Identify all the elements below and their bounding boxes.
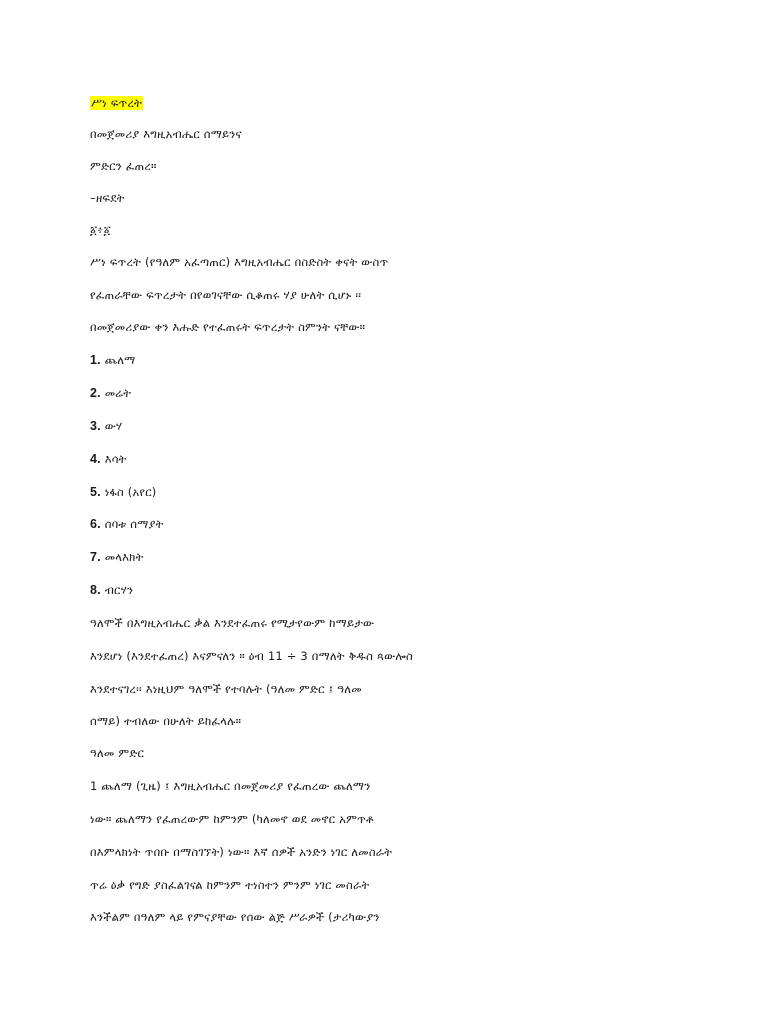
list-text: ውሃ: [104, 419, 123, 433]
paragraph-line: ምድርን ፈጠረ።: [90, 159, 157, 173]
list-number: 5.: [90, 485, 101, 499]
list-item: [90, 418, 122, 434]
list-number: 6.: [90, 517, 101, 531]
list-item: [90, 549, 144, 565]
paragraph-line: –ዘፍደት: [90, 191, 125, 205]
list-number: 3.: [90, 419, 101, 433]
body-line: ነው። ጨለማን የፈጠረውም ከምንም (ካለመኖ ወደ መኖር አምጥቶ: [90, 812, 374, 826]
body-line: 1 ጨለማ (ጊዜ) ፤ እግዚአብሔር በመጀመሪያ የፈጠረው ጨለማን: [90, 779, 371, 793]
list-number: 8.: [90, 583, 101, 597]
list-text: ጨለማ: [104, 353, 136, 367]
list-item: [90, 352, 135, 368]
list-text: እሳት: [104, 452, 127, 466]
paragraph-line: የፈጠራቸው ፍጥረታት በየወገናቸው ሲቆጠሩ ሃያ ሁለት ሲሆኑ ፡፡: [90, 288, 362, 302]
document-heading: ሥነ ፍጥረት: [91, 96, 143, 110]
heading-line: [90, 95, 143, 111]
body-line: እንደተናገረ፡፡ እነዚህም ዓለሞች የተባሉት (ዓለመ ምድር ፤ ዓለመ: [90, 682, 362, 696]
list-item: [90, 385, 131, 401]
list-item: [90, 582, 133, 598]
body-line: እንደሆነ (እንደተፈጠረ) እናምናለን ። ዕብ 11 ÷ 3 በማለት ቅዱስ ጳውሎስ: [90, 649, 413, 663]
list-item: [90, 484, 156, 500]
body-line: ጥሬ ዕቃ የግድ ያስፈልገናል ከምንም ተነስተን ምንም ነገር መስራት: [90, 878, 370, 892]
body-line: በእምላክነት ጥበቡ በማስገኘት) ነው። እኛ ሰዎች አንድን ነገር ለመስራት: [90, 845, 393, 859]
list-text: ሰባቱ ሰማያት: [104, 517, 164, 531]
list-text: መላእክት: [104, 550, 144, 564]
paragraph-line: በመጀመሪያው ቀን እሑድ የተፈጠሩት ፍጥረታት ስምንት ናቸው።: [90, 320, 366, 334]
list-number: 1.: [90, 353, 101, 367]
paragraph-line: ሥነ ፍጥረት (የዓለም አፈጣጠር) እግዚአብሔር በስድስት ቀናት ውስጥ: [90, 255, 389, 269]
list-number: 4.: [90, 452, 101, 466]
list-text: መሬት: [104, 386, 132, 400]
body-line: ዓለሞች በእግዚአብሔር ቃል እንደተፈጠሩ የሚታየውም ከማይታው: [90, 616, 375, 630]
body-line: እንችልም በዓለም ላይ የምናያቸው የሰው ልጅ ሥራዎች (ታሪካውያን: [90, 910, 380, 924]
list-number: 7.: [90, 550, 101, 564]
list-item: [90, 516, 164, 532]
paragraph-line: በመጀመሪያ እግዚአብሔር ሰማይንና: [90, 127, 242, 141]
list-item: [90, 451, 127, 467]
body-line: ሰማይ) ተብለው በሁለት ይከፈላሉ።: [90, 714, 242, 728]
paragraph-line: ፩፥፩: [90, 223, 111, 237]
section-heading: ዓለመ ምድር: [90, 746, 145, 760]
list-text: ብርሃን: [104, 583, 134, 597]
list-text: ነፋስ (አየር): [104, 485, 157, 499]
list-number: 2.: [90, 386, 101, 400]
